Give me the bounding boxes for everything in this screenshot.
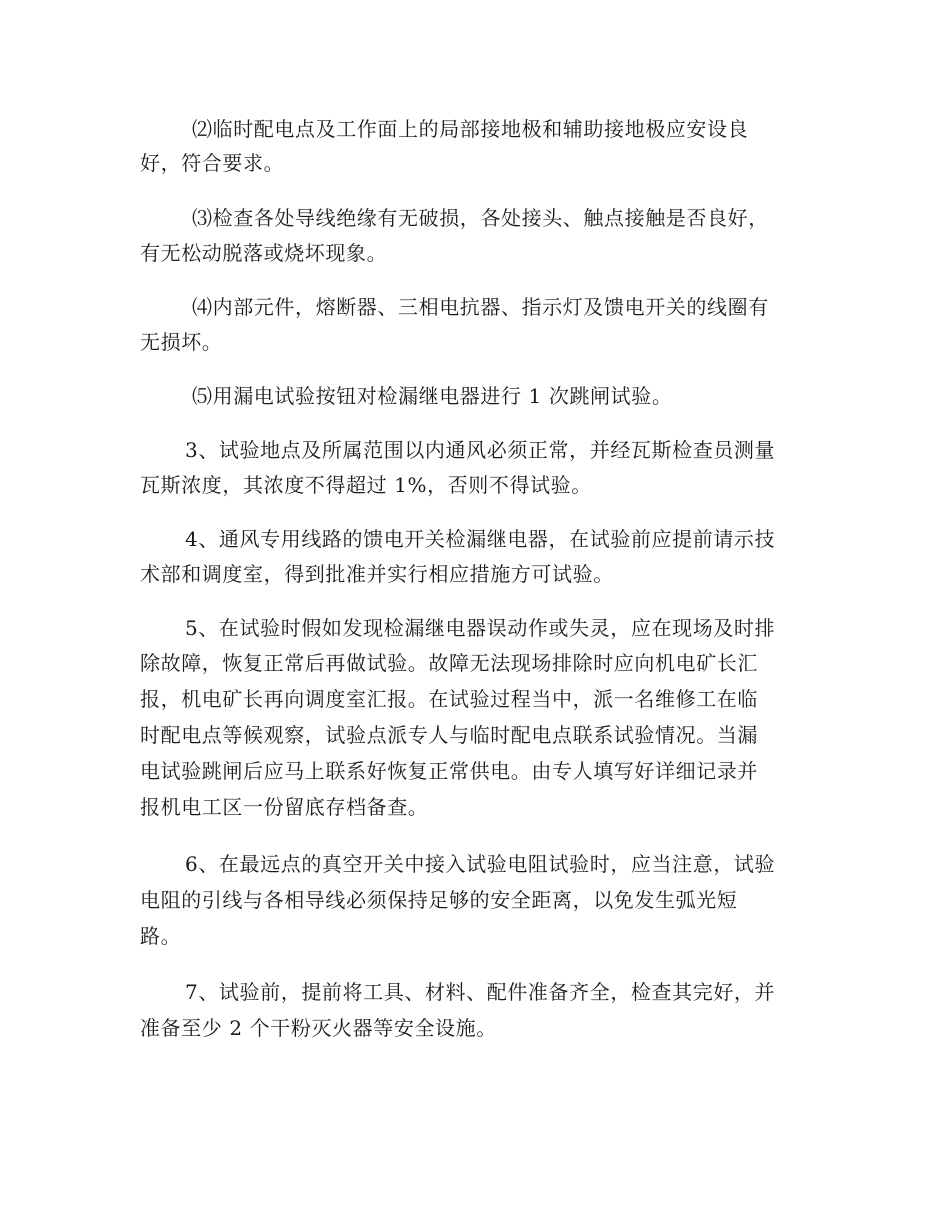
item-7-line-2: 准备至少 2 个干粉灭火器等安全设施。	[140, 1016, 497, 1040]
item-6-line-3: 路。	[140, 924, 182, 948]
item-4-line-2: 术部和调度室，得到批准并实行相应措施方可试验。	[140, 562, 614, 586]
item-7-line-1: 7、试验前，提前将工具、材料、配件准备齐全，检查其完好，并	[185, 980, 776, 1004]
item-6-line-1: 6、在最远点的真空开关中接入试验电阻试验时，应当注意，试验	[185, 852, 776, 876]
item-5-line-3: 报，机电矿长再向调度室汇报。在试验过程当中，派一名维修工在临	[140, 687, 758, 711]
paragraph-2-line-2: 好，符合要求。	[140, 151, 285, 175]
item-5-line-2: 除故障，恢复正常后再做试验。故障无法现场排除时应向机电矿长汇	[140, 651, 758, 675]
item-4-line-1: 4、通风专用线路的馈电开关检漏继电器，在试验前应提前请示技	[185, 527, 776, 551]
item-6-line-2: 电阻的引线与各相导线必须保持足够的安全距离，以免发生弧光短	[140, 888, 738, 912]
paragraph-3-line-2: 有无松动脱落或烧坏现象。	[140, 241, 388, 265]
paragraph-4-line-2: 无损坏。	[140, 330, 223, 354]
paragraph-2-line-1: ⑵临时配电点及工作面上的局部接地极和辅助接地极应安设良	[192, 117, 749, 141]
paragraph-3-line-1: ⑶检查各处导线绝缘有无破损，各处接头、触点接触是否良好，	[192, 206, 769, 230]
item-5-line-6: 报机电工区一份留底存档备查。	[140, 795, 429, 819]
paragraph-4-line-1: ⑷内部元件，熔断器、三相电抗器、指示灯及馈电开关的线圈有	[192, 295, 769, 319]
item-5-line-1: 5、在试验时假如发现检漏继电器误动作或失灵，应在现场及时排	[185, 616, 776, 640]
item-3-line-1: 3、试验地点及所属范围以内通风必须正常，并经瓦斯检查员测量	[185, 438, 776, 462]
item-5-line-4: 时配电点等候观察，试验点派专人与临时配电点联系试验情况。当漏	[140, 723, 758, 747]
item-3-line-2: 瓦斯浓度，其浓度不得超过 1%，否则不得试验。	[140, 473, 592, 497]
paragraph-5-line-1: ⑸用漏电试验按钮对检漏继电器进行 1 次跳闸试验。	[192, 384, 673, 408]
item-5-line-5: 电试验跳闸后应马上联系好恢复正常供电。由专人填写好详细记录并	[140, 759, 758, 783]
